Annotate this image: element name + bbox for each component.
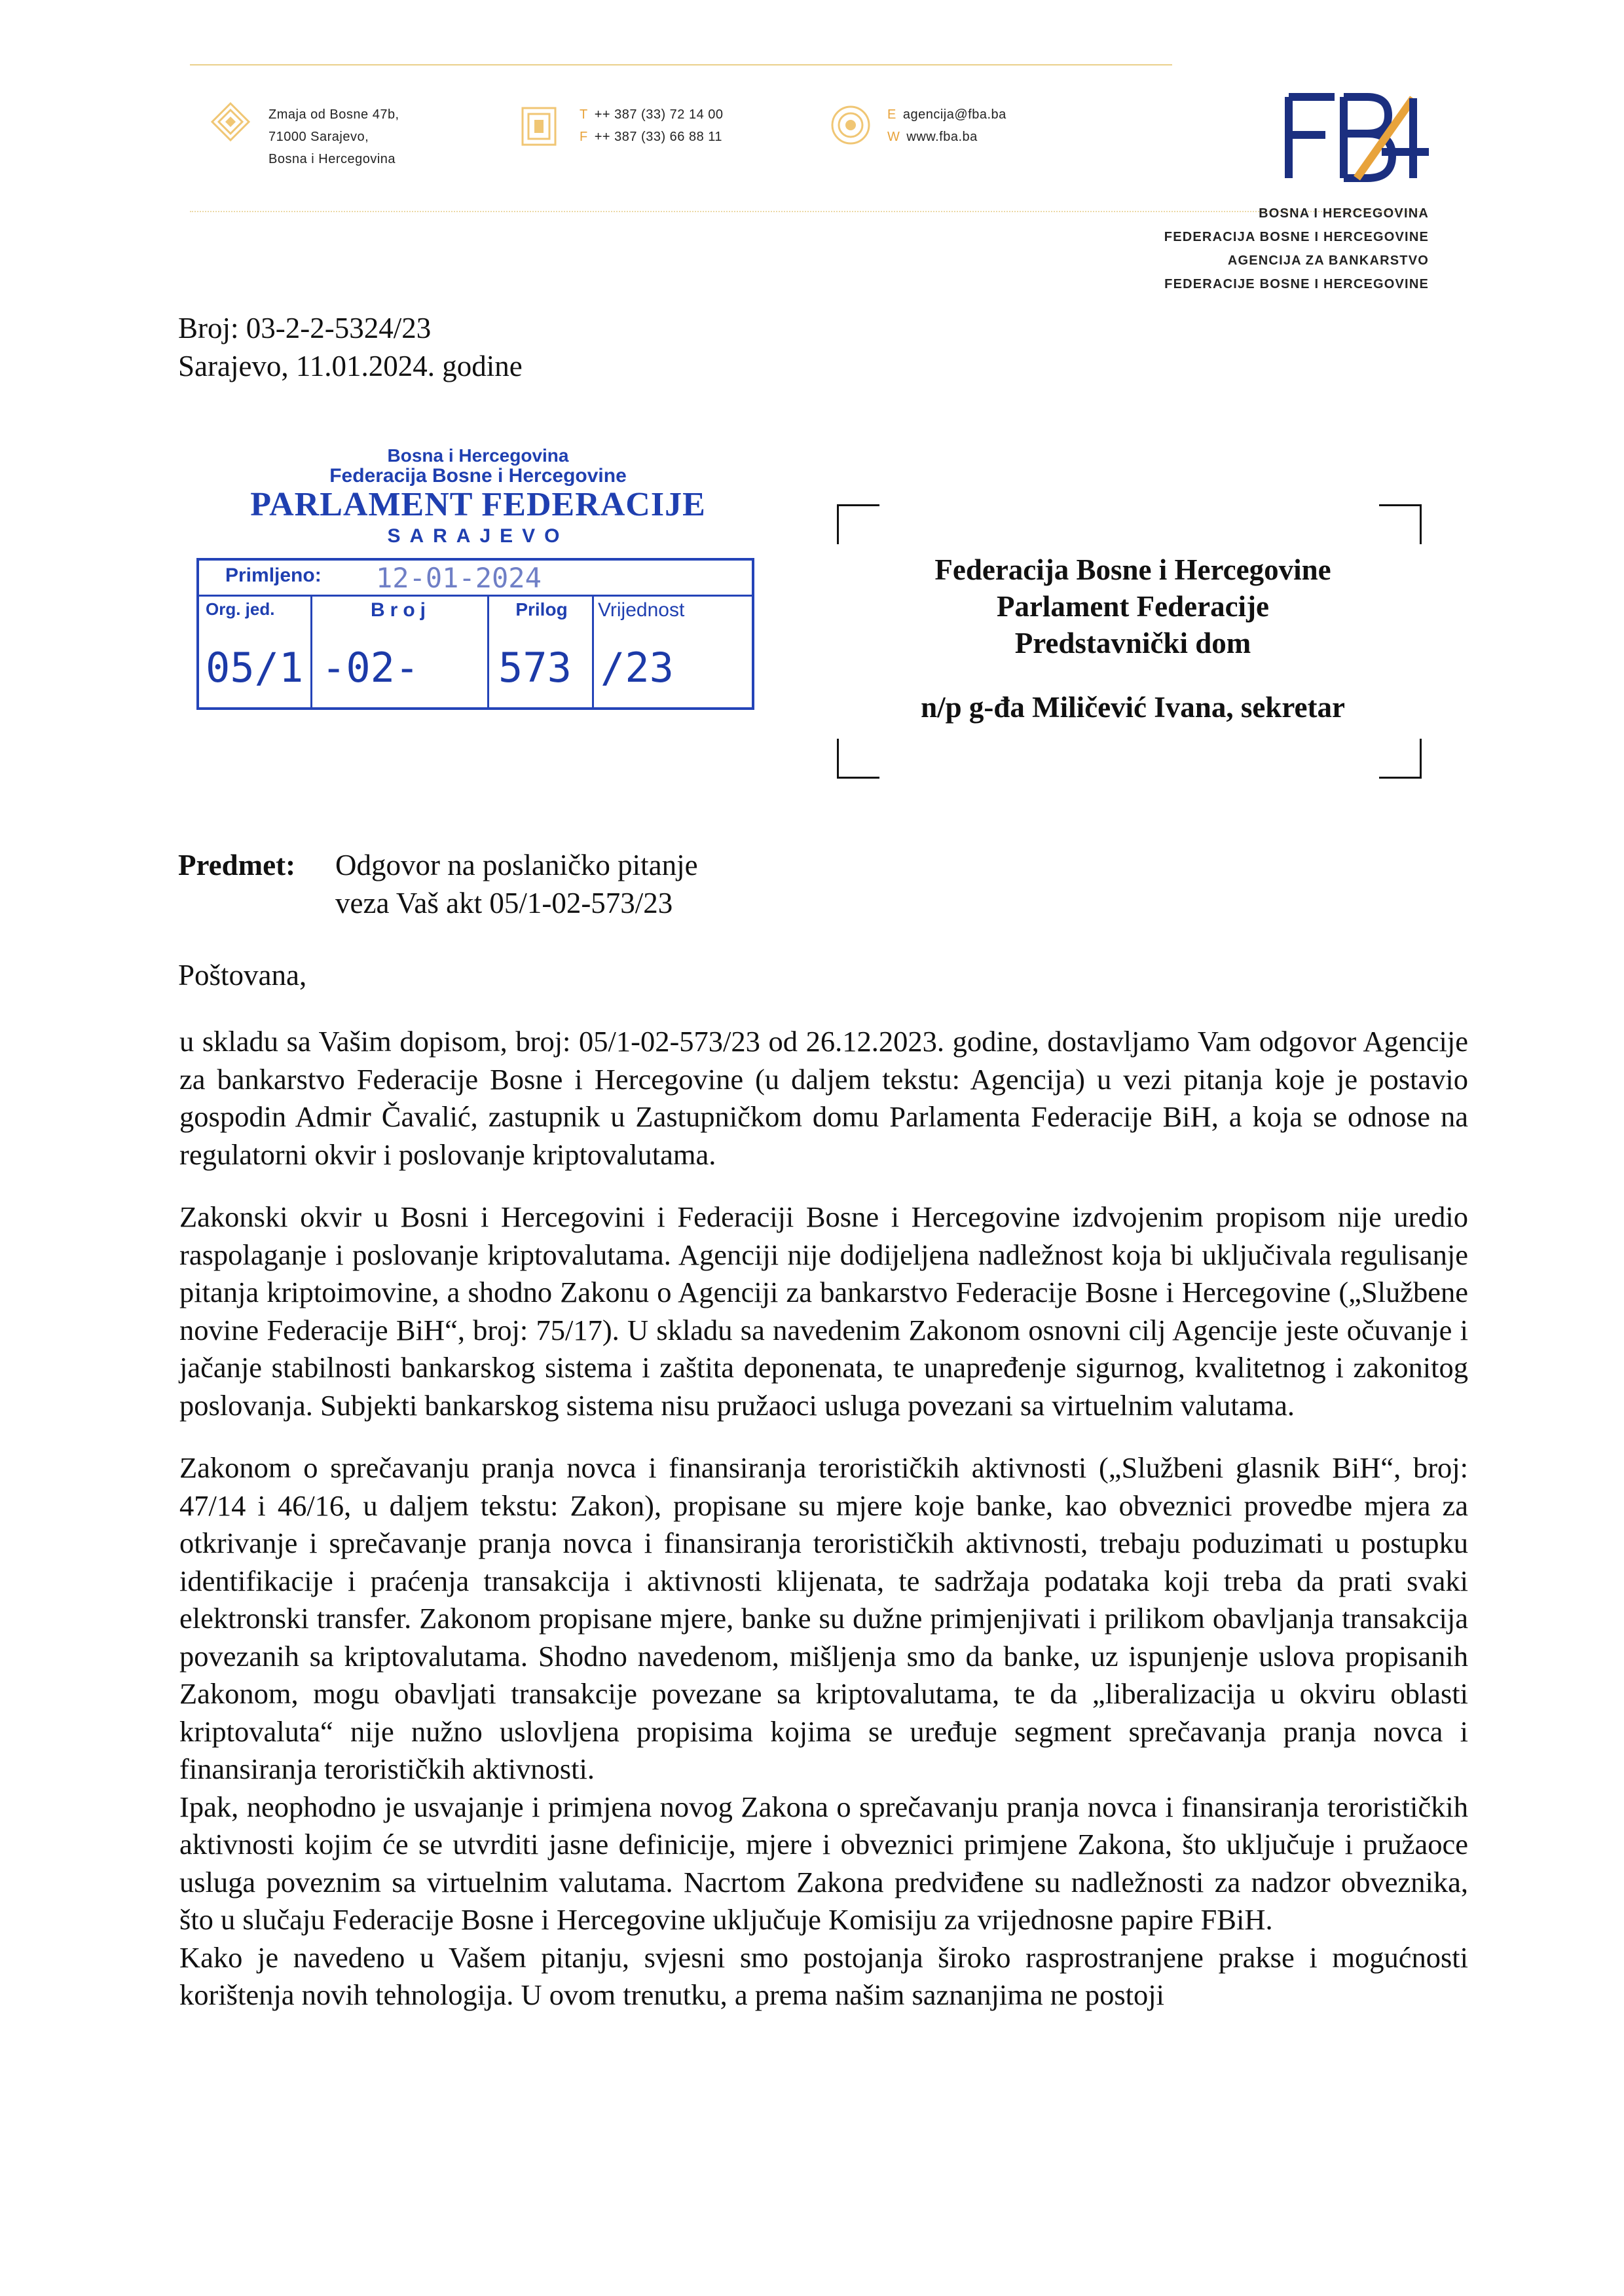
stamp-hand-broj: -02- <box>322 644 420 692</box>
stamp-cell-vrijednost <box>592 595 752 710</box>
address-bracket-top-left <box>837 504 879 544</box>
subject-label: Predmet: <box>178 849 296 881</box>
stamp-hand-org: 05/1 <box>206 644 304 692</box>
stamp-received-date: 12-01-2024 <box>376 562 542 594</box>
body-paragraph: u skladu sa Vašim dopisom, broj: 05/1-02-573/23 od 26.12.2023. godine, dostavljamo Vam odgovor Agencije za bankarstvo Federacije Bosne i Hercegovine (u daljem tekstu: Agencija) u vezi pitanja koje je postavio gospodin Admir Čavalić, zastupnik u Zastupničkom domu Parlamenta Federacije BiH, a koja se odnose na regulatorni okvir i poslovanje kriptovalutama. <box>179 1025 1468 1171</box>
fax-number: ++ 387 (33) 66 88 11 <box>594 130 723 144</box>
subject-line: Odgovor na poslaničko pitanje <box>335 849 698 881</box>
subject-text <box>335 846 698 922</box>
org-line: FEDERACIJE BOSNE I HERCEGOVINE <box>1164 277 1429 291</box>
body-paragraph: Zakonski okvir u Bosni i Hercegovini i Federaciji Bosne i Hercegovine izdvojenim propisom nije uredio raspolaganje i poslovanje kriptovalutama. Agenciji nije dodijeljena nadležnost koja bi uključivala regulisanje pitanja kriptoimovine, a shodno Zakonu o Agenciji za bankarstvo Federacije Bosne i Hercegovine („Službene novine Federacije BiH“, broj: 75/17). U skladu sa navedenim Zakonom osnovni cilj Agencije jeste očuvanje i jačanje stabilnosti bankarskog sistema i zaštita deponenata, te unapređenje sigurnog, kvalitetnog i zakonitog poslovanja. Subjekti bankarskog sistema nisu pružaoci usluga povezani sa virtuelnim valutama. <box>179 1200 1468 1422</box>
phone-label: T <box>580 107 588 122</box>
web-label: W <box>887 130 900 144</box>
header-phone <box>580 103 724 148</box>
stamp-cell-prilog <box>487 595 592 710</box>
fax-label: F <box>580 130 588 144</box>
address-bracket-bottom-left <box>837 739 879 779</box>
address-line: 71000 Sarajevo, <box>268 130 369 144</box>
phone-icon <box>521 106 557 147</box>
fba-logo-mark <box>1283 92 1441 183</box>
stamp-received-label: Primljeno: <box>225 565 322 586</box>
address-line: Zmaja od Bosne 47b, <box>268 107 399 122</box>
document-reference <box>178 309 523 385</box>
stamp-hand-vrijednost: /23 <box>600 644 674 692</box>
stamp-city: SARAJEVO <box>387 525 569 547</box>
fba-logo <box>1283 92 1441 183</box>
stamp-line: Bosna i Hercegovina <box>387 445 569 466</box>
subject-line: veza Vaš akt 05/1-02-573/23 <box>335 887 673 919</box>
address-line: Bosna i Hercegovina <box>268 152 396 166</box>
address-bracket-bottom-right <box>1379 739 1422 779</box>
organization-name <box>1164 202 1429 296</box>
addressee-line: Parlament Federacije <box>996 590 1270 623</box>
addressee-attention: n/p g-đa Miličević Ivana, sekretar <box>921 691 1345 724</box>
stamp-cell-broj <box>310 595 487 710</box>
stamp-parliament-title: PARLAMENT FEDERACIJE <box>250 486 706 523</box>
stamp-col-label: Broj <box>371 599 431 621</box>
addressee-block <box>851 551 1414 726</box>
org-line: BOSNA I HERCEGOVINA <box>1259 206 1429 221</box>
letter-body <box>179 1023 1468 2014</box>
body-paragraph: Kako je navedeno u Vašem pitanju, svjesni smo postojanja široko rasprostranjene prakse i mogućnosti korištenja novih tehnologija. U ovom trenutku, a prema našim saznanjima ne postoji <box>179 1940 1468 2011</box>
stamp-col-label: Org. jed. <box>206 599 275 619</box>
stamp-hand-prilog: 573 <box>498 644 572 692</box>
place-and-date: Sarajevo, 11.01.2024. godine <box>178 350 523 382</box>
body-paragraph: Zakonom o sprečavanju pranja novca i finansiranja terorističkih aktivnosti („Službeni glasnik BiH“, broj: 47/14 i 46/16, u daljem tekstu: Zakon), propisane su mjere koje banke, kao obveznici provedbe mjera za otkrivanje i sprečavanje pranja novca i finansiranja terorističkih aktivnosti, trebaju poduzimati u postupku identifikacije i praćenja transakcija i aktivnosti klijenata, te sadržaja podataka koji treba da prati svaki elektronski transfer. Zakonom propisane mjere, banke su dužne primjenjivati i prilikom obavljanja transakcija povezanih sa kriptovalutama. Shodno navedenom, mišljenja smo da banke, uz ispunjenje uslova propisanih Zakonom, mogu obavljati transakcije povezane sa kriptovalutama, te da „liberalizacija u okviru oblasti kriptovaluta“ nije nužno uslovljena propisima kojima se uređuje segment sprečavanja pranja novca i finansiranja terorističkih aktivnosti. <box>179 1451 1468 1785</box>
stamp-col-label: Prilog <box>515 599 568 620</box>
stamp-line: Federacija Bosne i Hercegovine <box>329 465 627 487</box>
stamp-col-label: Vrijednost <box>598 599 685 621</box>
stamp-cell-org <box>199 595 310 710</box>
addressee-line: Federacija Bosne i Hercegovine <box>934 553 1331 586</box>
addressee-line: Predstavnički dom <box>1014 627 1251 659</box>
website-link[interactable]: www.fba.ba <box>906 130 978 144</box>
email-label: E <box>887 107 896 122</box>
web-icon <box>830 105 871 145</box>
receipt-stamp <box>196 445 760 720</box>
email-address[interactable]: agencija@fba.ba <box>902 107 1006 122</box>
org-line: FEDERACIJA BOSNE I HERCEGOVINE <box>1164 230 1429 244</box>
phone-number: ++ 387 (33) 72 14 00 <box>594 107 724 122</box>
header-contact <box>887 103 1006 148</box>
body-paragraph: Ipak, neophodno je usvajanje i primjena novog Zakona o sprečavanju pranja novca i finansiranja terorističkih aktivnosti kojim će se utvrditi jasne definicije, mjere i obveznici primjene Zakona, što uključuje i pružaoce usluga poveznim sa virtuelnim valutama. Nacrtom Zakona predviđene su nadležnosti za nadzor obveznika, što u slučaju Federacije Bosne i Hercegovine uključuje Komisiju za vrijednosne papire FBiH. <box>179 1790 1468 1936</box>
header-address <box>268 103 399 170</box>
salutation: Poštovana, <box>178 959 307 991</box>
reference-number: Broj: 03-2-2-5324/23 <box>178 312 432 344</box>
location-icon <box>211 102 250 141</box>
address-bracket-top-right <box>1379 504 1422 544</box>
org-line: AGENCIJA ZA BANKARSTVO <box>1227 253 1429 268</box>
stamp-table <box>196 558 754 710</box>
header-top-rule <box>190 64 1172 65</box>
